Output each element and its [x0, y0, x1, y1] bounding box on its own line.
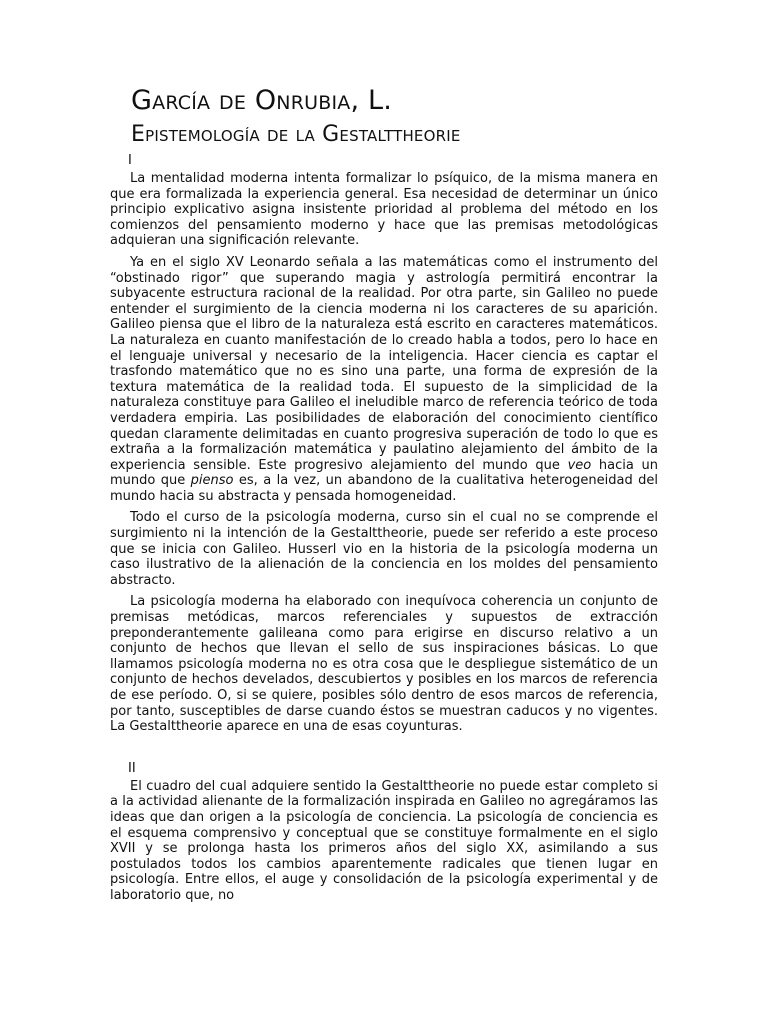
document-page — [110, 84, 658, 904]
paragraph-text: hacia un mundo que — [110, 457, 658, 489]
paragraph: La psicología moderna ha elaborado con inequívoca coherencia un conjunto de premisas metódicas, marcos referenciales y supuestos de extracción preponderantemente galileana como para erigirse en discurso relativo a un conjunto de hechos que llevan el sello de sus inspiraciones básicas. Lo que llamamos psicología moderna no es otra cosa que le despliegue sistemático de un conjunto de hechos develados, descubiertos y posibles en los marcos de referencia de ese período. O, si se quiere, posibles sólo dentro de esos marcos de referencia, por tanto, susceptibles de darse cuando éstos se muestran caducos y no vigentes. La Gestalttheorie aparece en una de esas coyunturas. — [110, 594, 658, 735]
section-numeral-2: II — [128, 760, 136, 776]
section-numeral-1: I — [128, 153, 132, 168]
emphasis-text: veo — [567, 457, 592, 473]
paragraph: El cuadro del cual adquiere sentido la Gestalttheorie no puede estar completo si a la actividad alienante de la formalización inspirada en Galileo no agregáramos las ideas que dan origen a la psicología de conciencia. La psicología de conciencia es el esquema comprensivo y conceptual que se constituye formalmente en el siglo XVII y se prolonga hasta los primeros años del siglo XX, asimilando a sus postulados todos los cambios aparentemente radicales que tienen lugar en psicología. Entre ellos, el auge y consolidación de la psicología experimental y de laboratorio que, no — [110, 778, 658, 903]
paragraph — [110, 255, 658, 505]
emphasis-text: pienso — [190, 473, 234, 489]
document-title: Epistemología de la Gestalttheorie — [131, 122, 461, 147]
paragraph-text: es, a la vez, un abandono de la cualitativa heterogeneidad del mundo hacia su abstracta y pensada homogeneidad. — [110, 473, 658, 504]
paragraph: La mentalidad moderna intenta formalizar lo psíquico, de la misma manera en que era formalizada la experiencia general. Esa necesidad de determinar un único principio explicativo asigna insistente prioridad al problema del método en los comienzos del pensamiento moderno y hace que las premisas metodológicas adquieran una significación relevante. — [110, 171, 658, 249]
author-heading: García de Onrubia, L. — [131, 85, 393, 116]
paragraph: Todo el curso de la psicología moderna, curso sin el cual no se comprende el surgimiento ni la intención de la Gestalttheorie, puede ser referido a este proceso que se inicia con Galileo. Husserl vio en la historia de la psicología moderna un caso ilustrativo de la alienación de la conciencia en los moldes del pensamiento abstracto. — [110, 510, 658, 588]
paragraph-text: Ya en el siglo XV Leonardo señala a las matemáticas como el instrumento del “obstinado rigor” que superando magia y astrología permitirá encontrar la subyacente estructura racional de la realidad. Por otra parte, sin Galileo no puede entender el surgimiento de la ciencia moderna ni los caracteres de su aparición. Galileo piensa que el libro de la naturaleza está escrito en caracteres matemáticos. La naturaleza en cuanto manifestación de lo creado habla a todos, pero lo hace en el lenguaje universal y necesario de la inteligencia. Hacer ciencia es captar el trasfondo matemático que no es sino una parte, una forma de expresión de la textura matemática de la realidad toda. El supuesto de la simplicidad de la naturaleza constituye para Galileo el ineludible marco de referencia teórico de toda verdadera empiria. Las posibilidades de elaboración del conocimiento científico quedan claramente delimitadas en cuanto progresiva superación de todo lo que es extraña a la formalización matemática y paulatino alejamiento del ámbito de la experiencia sensible. Este progresivo alejamiento del mundo que — [110, 254, 658, 473]
